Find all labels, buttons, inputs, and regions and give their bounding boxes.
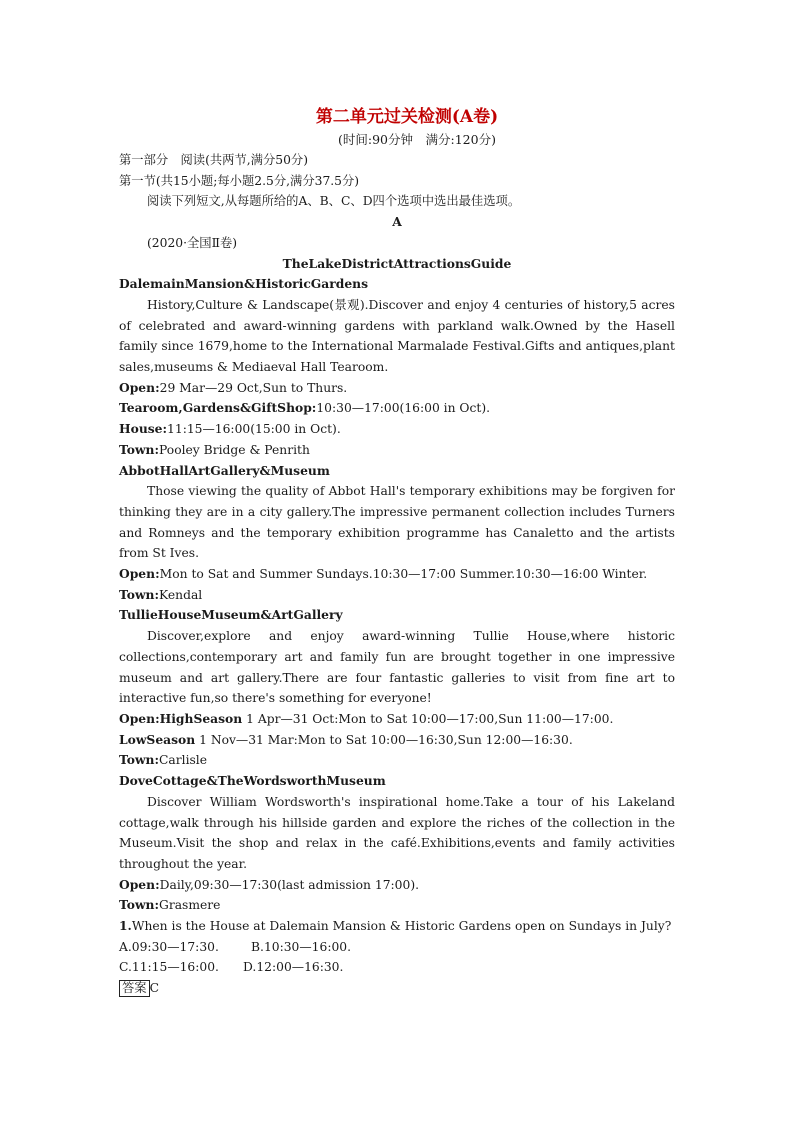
attraction-detail: [119, 875, 675, 896]
detail-value: 10:30—17:00(16:00 in Oct).: [316, 401, 491, 416]
options-row-1: [119, 937, 675, 958]
detail-value: Mon to Sat and Summer Sundays.10:30—17:00 Summer.10:30—16:00 Winter.: [159, 567, 648, 582]
detail-value: 1 Nov—31 Mar:Mon to Sat 10:00—16:30,Sun 12:00—16:30.: [195, 732, 573, 747]
answer-row: [119, 978, 675, 999]
detail-label: Town:: [119, 586, 160, 602]
attraction-detail: [119, 709, 675, 730]
attraction-detail: [119, 398, 675, 419]
attraction-detail: [119, 378, 675, 399]
options-row-2: [119, 957, 675, 978]
question-text: When is the House at Dalemain Mansion & Historic Gardens open on Sundays in July?: [131, 919, 672, 934]
attraction-name: DoveCottage&TheWordsworthMuseum: [119, 773, 386, 789]
attraction-detail: [119, 440, 675, 461]
detail-value: 1 Apr—31 Oct:Mon to Sat 10:00—17:00,Sun 11:00—17:00.: [242, 711, 614, 726]
attraction-detail: [119, 750, 675, 771]
detail-label: Town:: [119, 441, 160, 457]
detail-label: Town:: [119, 897, 160, 913]
detail-value: 11:15—16:00(15:00 in Oct).: [167, 422, 341, 437]
detail-label: Town:: [119, 752, 160, 768]
instruction: 阅读下列短文,从每题所给的A、B、C、D四个选项中选出最佳选项。: [147, 194, 521, 209]
time-score: (时间:90分钟 满分:120分): [338, 132, 496, 147]
detail-value: Grasmere: [159, 898, 221, 913]
attraction-description: Discover,explore and enjoy award-winning Tullie House,where historic collections,contemporary art and family fun are brought together in one impressive museum and art gallery.There are four fantastic galleries to visit from fine art to interactive fun,so there's something for everyone!: [119, 629, 675, 706]
attraction-detail: [119, 895, 675, 916]
detail-label: Tearoom,Gardens&GiftShop:: [119, 400, 317, 416]
detail-label: Open:: [119, 379, 160, 395]
option-c[interactable]: C.11:15—16:00.: [119, 960, 219, 975]
section-heading: 第一节(共15小题;每小题2.5分,满分37.5分): [119, 173, 360, 188]
guide-title: TheLakeDistrictAttractionsGuide: [282, 255, 512, 271]
attraction-name: TullieHouseMuseum&ArtGallery: [119, 607, 343, 623]
attraction-description: History,Culture & Landscape(景观).Discover and enjoy 4 centuries of history,5 acres of celebrated and award-winning gardens with parkland walk.Owned by the Hasell family since 1679,home to the International Marmalade Festival.Gifts and antiques,plant sales,museums & Mediaeval Hall Tearoom.: [119, 297, 675, 375]
attraction-detail: [119, 419, 675, 440]
part-heading: 第一部分 阅读(共两节,满分50分): [119, 153, 309, 167]
detail-value: Carlisle: [159, 753, 208, 768]
detail-label: Open:HighSeason: [119, 710, 243, 726]
detail-label: Open:: [119, 566, 160, 582]
attraction-detail: [119, 730, 675, 751]
attraction-detail: [119, 564, 675, 585]
source-label: (2020·全国Ⅱ卷): [147, 235, 238, 250]
detail-label: House:: [119, 421, 168, 437]
option-b[interactable]: B.10:30—16:00.: [251, 939, 352, 954]
question-number: 1.: [119, 918, 132, 934]
option-a[interactable]: A.09:30—17:30.: [119, 939, 219, 954]
attraction-name: DalemainMansion&HistoricGardens: [119, 276, 369, 292]
detail-label: Open:: [119, 876, 160, 892]
answer-label: 答案: [119, 980, 150, 997]
attractions-list: [119, 274, 675, 916]
detail-value: Daily,09:30—17:30(last admission 17:00).: [159, 877, 420, 892]
detail-value: 29 Mar—29 Oct,Sun to Thurs.: [159, 380, 348, 395]
attraction-description: Those viewing the quality of Abbot Hall's temporary exhibitions may be forgiven for thinking they are in a city gallery.The impressive permanent collection includes Turners and Romneys and the temporary exhibition programme has Canaletto and the artists from St Ives.: [119, 484, 675, 561]
document-page: [119, 104, 675, 999]
attraction-name: AbbotHallArtGallery&Museum: [119, 462, 330, 478]
page-title: 第二单元过关检测(A卷): [315, 107, 499, 127]
detail-value: Pooley Bridge & Penrith: [159, 442, 310, 457]
attraction-detail: [119, 585, 675, 606]
option-d[interactable]: D.12:00—16:30.: [243, 960, 344, 975]
question: [119, 916, 675, 937]
attraction-description: Discover William Wordsworth's inspirational home.Take a tour of his Lakeland cottage,walk through his hillside garden and explore the riches of the collection in the Museum.Visit the shop and relax in the café.Exhibitions,events and family activities throughout the year.: [119, 794, 675, 871]
answer-value: C: [149, 981, 160, 996]
detail-label: LowSeason: [119, 731, 196, 747]
detail-value: Kendal: [159, 587, 203, 602]
passage-letter: A: [392, 214, 402, 230]
